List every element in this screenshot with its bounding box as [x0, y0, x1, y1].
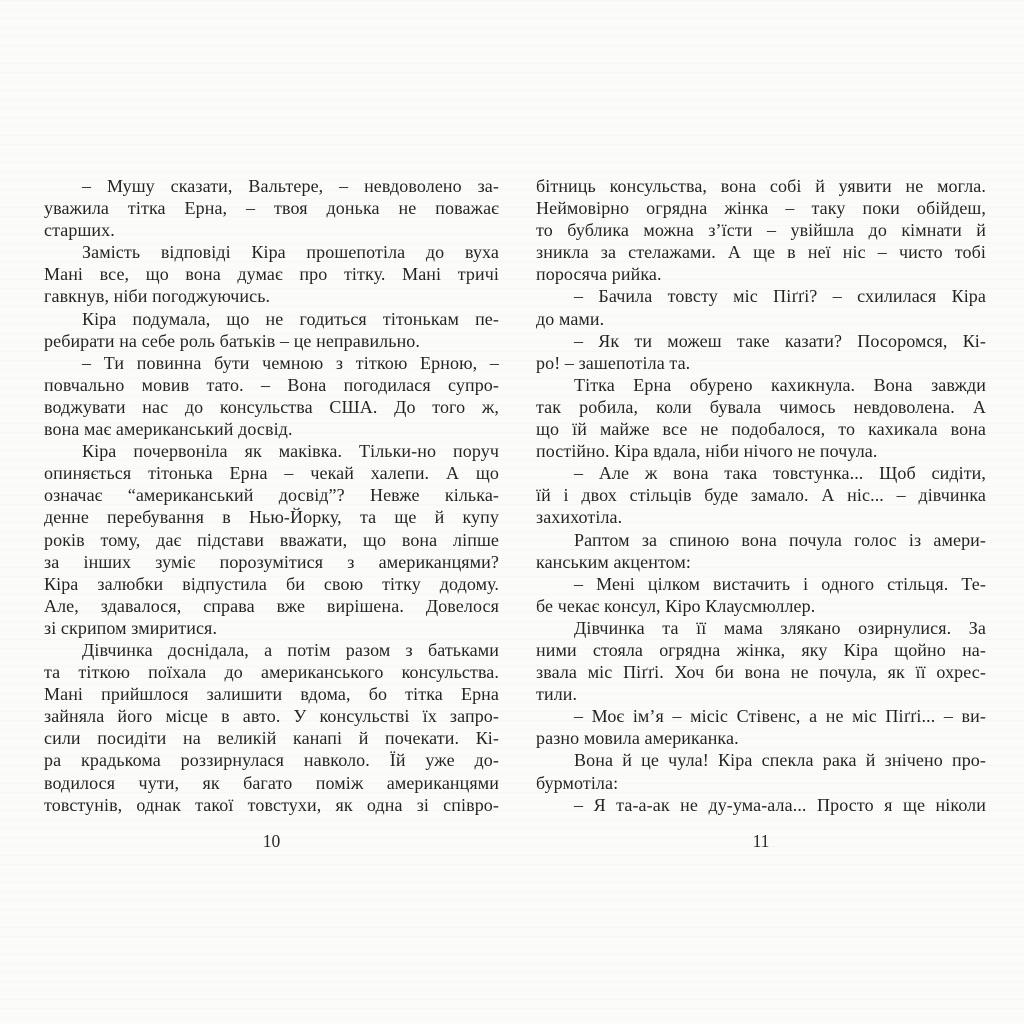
text-line: що їй майже все не подобалося, то кахикала вона [536, 419, 986, 440]
text-line: опиняється тітонька Ерна – чекай халепи. А що [44, 463, 499, 484]
text-line: Вона й це чула! Кіра спекла рака й знічено про- [574, 750, 986, 771]
text-line: бе чекає консул, Кіро Клаусмюллер. [536, 595, 816, 616]
text-line: разно мовила американка. [536, 728, 739, 749]
text-line: Кіра почервоніла як маківка. Тільки-но поруч [82, 441, 499, 462]
text-line: Замість відповіді Кіра прошепотіла до вуха [82, 242, 499, 263]
text-line: – Мушу сказати, Вальтере, – невдоволено за- [82, 176, 499, 196]
text-line: – Ти повинна бути чемною з тіткою Ерною, – [82, 352, 499, 373]
text-line: – Я та-а-ак не ду-ума-ала... Просто я ще ніколи [574, 794, 986, 815]
text-line: Кіра подумала, що не годиться тітонькам пе- [82, 308, 499, 329]
text-line: воджувати нас до консульства США. До того ж, [44, 396, 499, 417]
text-line: та тіткою поїхала до американського консульства. [44, 662, 499, 683]
text-line: сили посидіти на великій канапі й почекати. Кі- [44, 728, 499, 749]
text-line: бурмотіла: [536, 772, 619, 793]
text-line: до мами. [536, 308, 605, 329]
text-line: захихотіла. [536, 507, 623, 528]
page-number: 10 [262, 830, 281, 851]
text-line: Кіра залюбки відпустила би свою тітку додому. [44, 573, 499, 594]
text-line: зникла за стелажами. А ще в неї ніс – чисто тобі [536, 242, 986, 263]
text-line: старших. [44, 220, 115, 241]
text-line: зі скрипом змиритися. [44, 617, 218, 638]
page-right [536, 175, 986, 852]
text-line: гавкнув, ніби погоджуючись. [44, 286, 271, 307]
text-line: так робила, коли бувала чимось невдоволена. А [536, 396, 986, 417]
text-line: Мані прийшлося залишити вдома, бо тітка Ерна [44, 684, 499, 705]
text-line: бітниць консульства, вона собі й уявити не могла. [536, 176, 986, 196]
text-line: ра крадькома роззирнулася навколо. Їй уже до- [44, 750, 499, 771]
text-line: означає “американський досвід”? Невже кілька- [44, 485, 499, 506]
text-line: Раптом за спиною вона почула голос із амери- [574, 529, 986, 550]
text-line: Дівчинка та її мама злякано озирнулися. За [574, 617, 986, 638]
text-line: ними стояла огрядна жінка, яку Кіра щойно на- [536, 639, 986, 660]
page-number: 11 [752, 830, 770, 851]
text-line: – Але ж вона така товстунка... Щоб сидіти, [574, 463, 986, 484]
text-line: їй і двох стільців буде замало. А ніс... – дівчинка [536, 485, 986, 506]
text-line: Дівчинка доснідала, а потім разом з батьками [82, 639, 499, 660]
text-line: Але, здавалося, справа вже вирішена. Довелося [44, 595, 499, 616]
page-right-text-block [536, 175, 986, 816]
text-line: – Як ти можеш таке казати? Посоромся, Кі- [574, 330, 986, 351]
text-line: водилося чути, як багато поміж американцями [44, 772, 499, 793]
text-line: – Бачила товсту міс Піґґі? – схилилася Кіра [574, 286, 986, 307]
text-line: – Моє ім’я – місіс Стівенс, а не міс Піґґі... – ви- [574, 706, 986, 727]
text-line: канським акцентом: [536, 551, 692, 572]
text-line: Тітка Ерна обурено кахикнула. Вона завжди [574, 374, 986, 395]
text-line: ро! – зашепотіла та. [536, 352, 691, 373]
text-line: поросяча рийка. [536, 264, 662, 285]
page-left-text-block [44, 175, 499, 816]
text-line: років тому, дає підстави вважати, що вона ліпше [44, 529, 499, 550]
text-line: товстунів, однак такої товстухи, як одна зі співро- [44, 794, 499, 815]
text-line: уважила тітка Ерна, – твоя донька не поважає [44, 198, 499, 219]
text-line: Мані все, що вона думає про тітку. Мані тричі [44, 264, 499, 285]
text-line: вона має американський досвід. [44, 419, 293, 440]
text-line: повчально мовив тато. – Вона погодилася супро- [44, 374, 499, 395]
text-line: то бублика можна з’їсти – увійшла до кімнати й [536, 220, 986, 241]
text-line: – Мені цілком вистачить і одного стільця. Те- [574, 573, 986, 594]
text-line: денне перебування в Нью-Йорку, та ще й купу [44, 507, 499, 528]
text-line: зайняла його місце в авто. У консульстві їх запро- [44, 706, 499, 727]
page-left [44, 175, 499, 852]
text-line: постійно. Кіра вдала, ніби нічого не почула. [536, 441, 878, 462]
text-line: тили. [536, 684, 578, 705]
text-line: звала міс Піґґі. Хоч би вона не почула, як її охрес- [536, 662, 986, 683]
text-line: за інших зуміє порозумітися з американцями? [44, 551, 499, 572]
text-line: Неймовірно огрядна жінка – таку поки обійдеш, [536, 198, 986, 219]
text-line: ребирати на себе роль батьків – це неправильно. [44, 330, 421, 351]
